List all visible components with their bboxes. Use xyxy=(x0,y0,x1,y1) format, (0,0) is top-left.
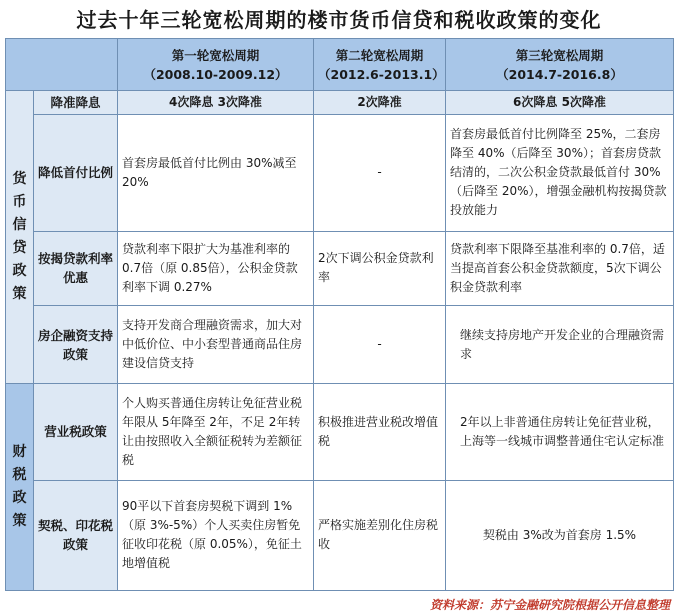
category-fiscal: 财 税 政 策 xyxy=(6,384,34,591)
cell: 支持开发商合理融资需求，加大对中低价位、中小套型普通商品住房建设信贷支持 xyxy=(118,305,314,383)
cell: 2年以上非普通住房转让免征营业税，上海等一线城市调整普通住宅认定标准 xyxy=(446,384,674,480)
header-corner xyxy=(6,39,118,91)
cell: 继续支持房地产开发企业的合理融资需求 xyxy=(446,305,674,383)
source-note: 资料来源：苏宁金融研究院根据公开信息整理 xyxy=(429,598,670,612)
cell: 2次降准 xyxy=(314,91,446,115)
cell: 首套房最低首付比例由 30%减至 20% xyxy=(118,115,314,231)
cell: 90平以下首套房契税下调到 1%（原 3%-5%）个人买卖住房暂免征收印花税（原 0.05%），免征土地增值税 xyxy=(118,480,314,590)
cell: 2次下调公积金贷款利率 xyxy=(314,231,446,305)
row-label: 房企融资支持政策 xyxy=(34,305,118,383)
row-label: 营业税政策 xyxy=(34,384,118,480)
category-monetary: 货 币 信 贷 政 策 xyxy=(6,91,34,384)
policy-table xyxy=(5,38,674,591)
row-label: 按揭贷款利率优惠 xyxy=(34,231,118,305)
header-cycle-1: 第一轮宽松周期 （2008.10-2009.12） xyxy=(118,39,314,91)
table-row xyxy=(6,480,674,590)
header-cycle-2: 第二轮宽松周期 （2012.6-2013.1） xyxy=(314,39,446,91)
row-label: 降低首付比例 xyxy=(34,115,118,231)
row-label: 降准降息 xyxy=(34,91,118,115)
table-row xyxy=(6,384,674,480)
cell: - xyxy=(314,305,446,383)
cell: - xyxy=(314,115,446,231)
row-label: 契税、印花税政策 xyxy=(34,480,118,590)
cell: 契税由 3%改为首套房 1.5% xyxy=(446,480,674,590)
cell: 个人购买普通住房转让免征营业税年限从 5年降至 2年，不足 2年转让由按照收入全额征税转为差额征税 xyxy=(118,384,314,480)
cell: 首套房最低首付比例降至 25%，二套房降至 40%（后降至 30%）；首套房贷款结清的，二次公积金贷款最低首付 30%（后降至 20%），增强金融机构按揭贷款投放能力 xyxy=(446,115,674,231)
cell: 4次降息 3次降准 xyxy=(118,91,314,115)
header-row xyxy=(6,39,674,91)
table-row xyxy=(6,231,674,305)
cell: 贷款利率下限降至基准利率的 0.7倍，适当提高首套公积金贷款额度，5次下调公积金贷款利率 xyxy=(446,231,674,305)
cell: 6次降息 5次降准 xyxy=(446,91,674,115)
cell: 严格实施差别化住房税收 xyxy=(314,480,446,590)
table-row xyxy=(6,115,674,231)
cell: 积极推进营业税改增值税 xyxy=(314,384,446,480)
table-row xyxy=(6,91,674,115)
page-title: 过去十年三轮宽松周期的楼市货币信贷和税收政策的变化 xyxy=(76,8,602,32)
header-cycle-3: 第三轮宽松周期 （2014.7-2016.8） xyxy=(446,39,674,91)
cell: 贷款利率下限扩大为基准利率的 0.7倍（原 0.85倍），公积金贷款利率下调 0.27% xyxy=(118,231,314,305)
table-row xyxy=(6,305,674,383)
